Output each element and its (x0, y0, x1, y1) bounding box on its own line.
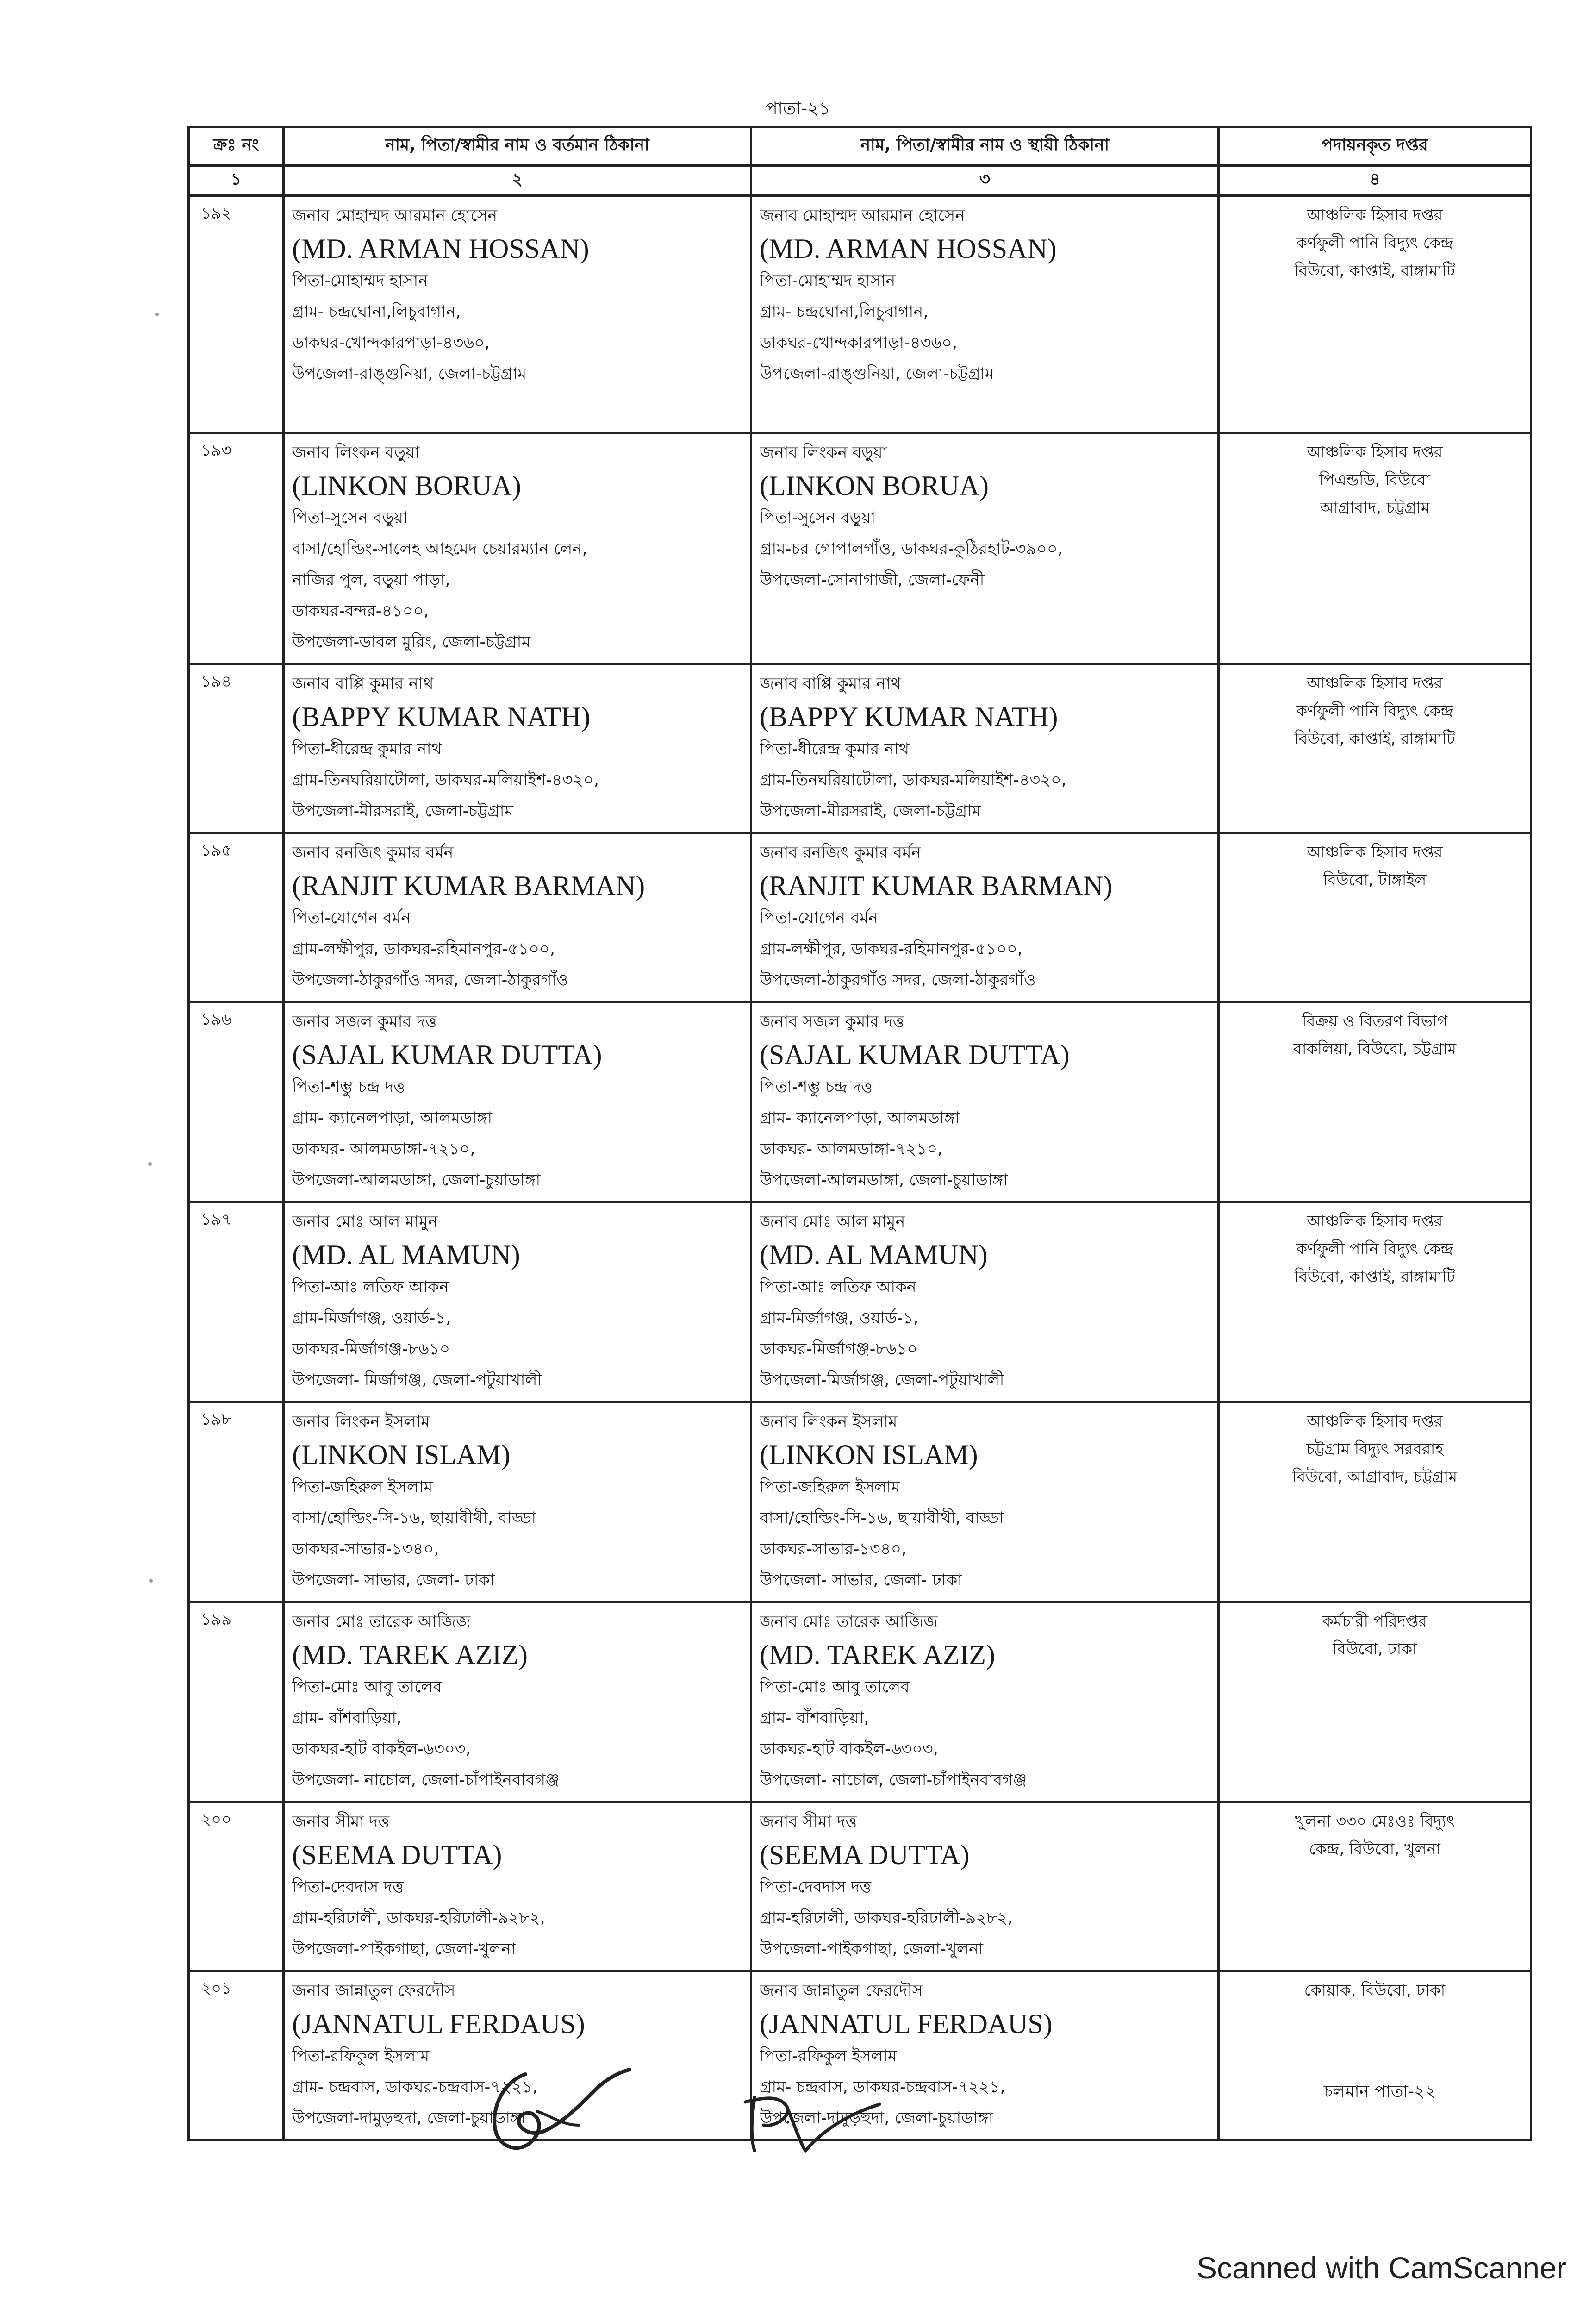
name-english: (LINKON BORUA) (760, 470, 989, 501)
scanner-watermark: Scanned with CamScanner (1197, 2251, 1567, 2285)
address-line: উপজেলা-সোনাগাজী, জেলা-ফেনী (760, 571, 985, 589)
header-serial: ক্রঃ নং (189, 127, 284, 166)
continued-page-note: চলমান পাতা-২২ (1324, 2082, 1436, 2101)
column-number-row (189, 166, 1531, 196)
permanent-address-cell (751, 196, 1219, 433)
name-bangla: জনাব জান্নাতুল ফেরদৌস (760, 1982, 923, 2000)
name-english: (BAPPY KUMAR NATH) (292, 701, 591, 732)
serial-number: ১৯৩ (189, 433, 284, 664)
office-line: কর্মচারী পরিদপ্তর (1322, 1612, 1428, 1631)
name-bangla: জনাব জান্নাতুল ফেরদৌস (292, 1982, 455, 2000)
permanent-address-cell (751, 1002, 1219, 1202)
address-line: উপজেলা-রাঙ্গুনিয়া, জেলা-চট্টগ্রাম (760, 365, 994, 383)
posting-office-cell (1219, 1002, 1531, 1202)
address-line: পিতা-জহিরুল ইসলাম (760, 1478, 900, 1496)
name-bangla: জনাব সজল কুমার দত্ত (760, 1013, 904, 1031)
permanent-address-cell (751, 1202, 1219, 1402)
address-line: উপজেলা- নাচোল, জেলা-চাঁপাইনবাবগঞ্জ (760, 1771, 1027, 1789)
address-line: পিতা-দেবদাস দত্ত (292, 1878, 404, 1896)
table-row (189, 833, 1531, 1002)
name-english: (RANJIT KUMAR BARMAN) (292, 870, 645, 901)
address-line: উপজেলা- মির্জাগঞ্জ, জেলা-পটুয়াখালী (292, 1371, 542, 1389)
present-address-cell (284, 833, 751, 1002)
name-english: (LINKON ISLAM) (760, 1439, 978, 1470)
column-number: ১ (189, 166, 284, 196)
name-bangla: জনাব মোহাম্মদ আরমান হোসেন (292, 206, 498, 225)
address-line: উপজেলা-ঠাকুরগাঁও সদর, জেলা-ঠাকুরগাঁও (292, 971, 568, 989)
address-line: উপজেলা-মির্জাগঞ্জ, জেলা-পটুয়াখালী (760, 1371, 1004, 1389)
name-english: (RANJIT KUMAR BARMAN) (760, 870, 1113, 901)
name-english: (SAJAL KUMAR DUTTA) (760, 1039, 1070, 1070)
office-line: পিএন্ডডি, বিউবো (1319, 471, 1430, 489)
address-line: গ্রাম-হরিঢালী, ডাকঘর-হরিঢালী-৯২৮২, (760, 1909, 1013, 1927)
address-line: পিতা-মোঃ আবু তালেব (292, 1678, 442, 1696)
address-line: গ্রাম-মির্জাগঞ্জ, ওয়ার্ড-১, (292, 1309, 451, 1327)
address-line: উপজেলা-মীরসরাই, জেলা-চট্টগ্রাম (292, 802, 514, 820)
posting-office-cell (1219, 1402, 1531, 1602)
office-line: আগ্রাবাদ, চট্টগ্রাম (1320, 499, 1430, 517)
office-line: বিউবো, ঢাকা (1333, 1640, 1417, 1658)
address-line: গ্রাম- বাঁশবাড়িয়া, (760, 1709, 869, 1727)
address-line: পিতা-ধীরেন্দ্র কুমার নাথ (292, 740, 442, 758)
name-bangla: জনাব বাপ্পি কুমার নাথ (760, 675, 901, 693)
permanent-address-cell (751, 1802, 1219, 1971)
address-line: গ্রাম- চন্দ্রঘোনা,লিচুবাগান, (292, 303, 461, 321)
office-line: আঞ্চলিক হিসাব দপ্তর (1307, 443, 1443, 462)
office-line: কোয়াক, বিউবো, ঢাকা (1304, 1981, 1446, 2000)
table-row (189, 1002, 1531, 1202)
address-line: পিতা-সুসেন বড়ুয়া (760, 509, 876, 527)
address-line: পিতা-রফিকুল ইসলাম (292, 2047, 430, 2065)
name-english: (MD. TAREK AZIZ) (292, 1639, 528, 1670)
serial-number: ১৯৯ (189, 1602, 284, 1802)
office-line: বিউবো, কাপ্তাই, রাঙ্গামাটি (1294, 730, 1455, 748)
office-line: চট্টগ্রাম বিদ্যুৎ সরবরাহ (1306, 1440, 1444, 1458)
signature-2 (736, 2070, 889, 2162)
table-row (189, 196, 1531, 433)
address-line: ডাকঘর-হাট বাকইল-৬৩০৩, (760, 1740, 938, 1758)
name-bangla: জনাব রনজিৎ কুমার বর্মন (292, 844, 454, 862)
name-english: (LINKON ISLAM) (292, 1439, 511, 1470)
address-line: গ্রাম-চর গোপালগাঁও, ডাকঘর-কুঠিরহাট-৩৯০০, (760, 540, 1063, 558)
address-line: পিতা-আঃ লতিফ আকন (292, 1278, 449, 1296)
name-english: (SEEMA DUTTA) (760, 1839, 970, 1870)
address-line: গ্রাম- ক্যানেলপাড়া, আলমডাঙ্গা (292, 1109, 493, 1127)
table-row (189, 1802, 1531, 1971)
address-line: ডাকঘর-খোন্দকারপাড়া-৪৩৬০, (292, 334, 490, 352)
name-bangla: জনাব সীমা দত্ত (292, 1813, 390, 1831)
table-row (189, 433, 1531, 664)
name-english: (JANNATUL FERDAUS) (760, 2008, 1053, 2039)
office-line: বাকলিয়া, বিউবো, চট্টগ্রাম (1293, 1040, 1457, 1058)
address-line: গ্রাম- বাঁশবাড়িয়া, (292, 1709, 402, 1727)
address-line: গ্রাম- চন্দ্রবাস, ডাকঘর-চন্দ্রবাস-৭২২১, (760, 2078, 1005, 2096)
posting-office-cell (1219, 664, 1531, 833)
name-bangla: জনাব লিংকন ইসলাম (760, 1413, 898, 1431)
permanent-address-cell (751, 1602, 1219, 1802)
name-english: (SEEMA DUTTA) (292, 1839, 502, 1870)
office-line: আঞ্চলিক হিসাব দপ্তর (1307, 674, 1443, 693)
serial-number: ১৯৮ (189, 1402, 284, 1602)
office-line: আঞ্চলিক হিসাব দপ্তর (1307, 1412, 1443, 1431)
present-address-cell (284, 664, 751, 833)
office-line: কেন্দ্র, বিউবো, খুলনা (1309, 1840, 1440, 1858)
name-bangla: জনাব বাপ্পি কুমার নাথ (292, 675, 434, 693)
present-address-cell (284, 196, 751, 433)
office-line: কর্ণফুলী পানি বিদ্যুৎ কেন্দ্র (1296, 234, 1453, 252)
address-line: উপজেলা-দামুড়হুদা, জেলা-চুয়াডাঙ্গা (292, 2109, 526, 2127)
serial-number: ২০১ (189, 1971, 284, 2140)
address-line: উপজেলা-পাইকগাছা, জেলা-খুলনা (760, 1940, 984, 1958)
office-line: বিক্রয় ও বিতরণ বিভাগ (1302, 1012, 1448, 1031)
posting-table (187, 126, 1532, 2141)
address-line: ডাকঘর-খোন্দকারপাড়া-৪৩৬০, (760, 334, 957, 352)
office-line: বিউবো, কাপ্তাই, রাঙ্গামাটি (1294, 262, 1455, 280)
posting-office-cell (1219, 196, 1531, 433)
name-english: (JANNATUL FERDAUS) (292, 2008, 585, 2039)
present-address-cell (284, 1202, 751, 1402)
address-line: ডাকঘর-মির্জাগঞ্জ-৮৬১০ (292, 1340, 450, 1358)
serial-number: ২০০ (189, 1802, 284, 1971)
address-line: উপজেলা-রাঙ্গুনিয়া, জেলা-চট্টগ্রাম (292, 365, 527, 383)
address-line: উপজেলা-পাইকগাছা, জেলা-খুলনা (292, 1940, 516, 1958)
posting-office-cell (1219, 433, 1531, 664)
address-line: উপজেলা-দামুড়হুদা, জেলা-চুয়াডাঙ্গা (760, 2109, 993, 2127)
address-line: গ্রাম- চন্দ্রবাস, ডাকঘর-চন্দ্রবাস-৭২২১, (292, 2078, 538, 2096)
address-line: পিতা-যোগেন বর্মন (292, 909, 411, 927)
address-line: গ্রাম-লক্ষীপুর, ডাকঘর-রহিমানপুর-৫১০০, (292, 940, 555, 958)
address-line: পিতা-আঃ লতিফ আকন (760, 1278, 916, 1296)
address-line: পিতা-রফিকুল ইসলাম (760, 2047, 897, 2065)
name-bangla: জনাব সীমা দত্ত (760, 1813, 857, 1831)
name-english: (BAPPY KUMAR NATH) (760, 701, 1058, 732)
present-address-cell (284, 433, 751, 664)
office-line: খুলনা ৩৩০ মেঃওঃ বিদ্যুৎ (1295, 1812, 1455, 1831)
address-line: ডাকঘর-বন্দর-৪১০০, (292, 602, 429, 620)
address-line: গ্রাম-লক্ষীপুর, ডাকঘর-রহিমানপুর-৫১০০, (760, 940, 1022, 958)
address-line: পিতা-মোঃ আবু তালেব (760, 1678, 910, 1696)
address-line: পিতা-ধীরেন্দ্র কুমার নাথ (760, 740, 910, 758)
address-line: উপজেলা-আলমডাঙ্গা, জেলা-চুয়াডাঙ্গা (292, 1171, 541, 1189)
office-line: আঞ্চলিক হিসাব দপ্তর (1307, 843, 1443, 862)
posting-office-cell (1219, 1602, 1531, 1802)
table-header-row (189, 127, 1531, 166)
name-english: (MD. AL MAMUN) (292, 1239, 520, 1270)
posting-office-cell (1219, 833, 1531, 1002)
name-bangla: জনাব সজল কুমার দত্ত (292, 1013, 437, 1031)
name-bangla: জনাব রনজিৎ কুমার বর্মন (760, 844, 921, 862)
address-line: বাসা/হোল্ডিং-সি-১৬, ছায়াবীথী, বাড্ডা (760, 1509, 1004, 1527)
name-english: (MD. TAREK AZIZ) (760, 1639, 996, 1670)
page-number: পাতা-২১ (766, 98, 830, 119)
posting-office-cell (1219, 1802, 1531, 1971)
serial-number: ১৯৫ (189, 833, 284, 1002)
address-line: উপজেলা-মীরসরাই, জেলা-চট্টগ্রাম (760, 802, 981, 820)
address-line: গ্রাম- ক্যানেলপাড়া, আলমডাঙ্গা (760, 1109, 960, 1127)
address-line: পিতা-জহিরুল ইসলাম (292, 1478, 433, 1496)
table-body (189, 196, 1531, 2140)
address-line: গ্রাম-মির্জাগঞ্জ, ওয়ার্ড-১, (760, 1309, 919, 1327)
table-row (189, 1202, 1531, 1402)
present-address-cell (284, 1002, 751, 1202)
present-address-cell (284, 1402, 751, 1602)
table-row (189, 1402, 1531, 1602)
posting-office-cell (1219, 1971, 1531, 2140)
address-line: ডাকঘর-সাভার-১৩৪০, (760, 1540, 907, 1558)
address-line: ডাকঘর-সাভার-১৩৪০, (292, 1540, 439, 1558)
office-line: কর্ণফুলী পানি বিদ্যুৎ কেন্দ্র (1296, 702, 1453, 720)
address-line: ডাকঘর- আলমডাঙ্গা-৭২১০, (760, 1140, 943, 1158)
address-line: বাসা/হোল্ডিং-সালেহ আহমেদ চেয়ারম্যান লেন, (292, 540, 587, 558)
address-line: পিতা-মোহাম্মদ হাসান (760, 272, 896, 290)
address-line: পিতা-যোগেন বর্মন (760, 909, 879, 927)
address-line: পিতা-শম্ভু চন্দ্র দত্ত (760, 1078, 873, 1096)
serial-number: ১৯৬ (189, 1002, 284, 1202)
name-bangla: জনাব মোঃ আল মামুন (760, 1213, 905, 1231)
name-english: (LINKON BORUA) (292, 470, 521, 501)
name-bangla: জনাব লিংকন বড়ুয়া (760, 444, 887, 462)
name-english: (MD. AL MAMUN) (760, 1239, 988, 1270)
address-line: গ্রাম- চন্দ্রঘোনা,লিচুবাগান, (760, 303, 929, 321)
address-line: উপজেলা- নাচোল, জেলা-চাঁপাইনবাবগঞ্জ (292, 1771, 560, 1789)
column-number: ৩ (751, 166, 1219, 196)
present-address-cell (284, 1802, 751, 1971)
address-line: ডাকঘর-হাট বাকইল-৬৩০৩, (292, 1740, 471, 1758)
address-line: পিতা-শম্ভু চন্দ্র দত্ত (292, 1078, 405, 1096)
permanent-address-cell (751, 433, 1219, 664)
present-address-cell (284, 1602, 751, 1802)
name-bangla: জনাব মোঃ আল মামুন (292, 1213, 438, 1231)
name-english: (MD. ARMAN HOSSAN) (760, 233, 1057, 264)
address-line: ডাকঘর- আলমডাঙ্গা-৭২১০, (292, 1140, 475, 1158)
margin-mark (149, 1579, 153, 1583)
address-line: পিতা-সুসেন বড়ুয়া (292, 509, 408, 527)
serial-number: ১৯২ (189, 196, 284, 433)
signature-1 (481, 2056, 634, 2162)
address-line: পিতা-মোহাম্মদ হাসান (292, 272, 428, 290)
table-row (189, 664, 1531, 833)
office-line: কর্ণফুলী পানি বিদ্যুৎ কেন্দ্র (1296, 1240, 1453, 1258)
name-english: (SAJAL KUMAR DUTTA) (292, 1039, 602, 1070)
address-line: উপজেলা-ডাবল মুরিং, জেলা-চট্টগ্রাম (292, 633, 531, 651)
margin-mark (155, 313, 159, 316)
header-permanent-address: নাম, পিতা/স্বামীর নাম ও স্থায়ী ঠিকানা (751, 127, 1219, 166)
serial-number: ১৯৭ (189, 1202, 284, 1402)
address-line: নাজির পুল, বড়ুয়া পাড়া, (292, 571, 450, 589)
address-line: পিতা-দেবদাস দত্ত (760, 1878, 872, 1896)
posting-office-cell (1219, 1202, 1531, 1402)
office-line: বিউবো, আগ্রাবাদ, চট্টগ্রাম (1292, 1468, 1458, 1486)
office-line: বিউবো, কাপ্তাই, রাঙ্গামাটি (1294, 1268, 1455, 1286)
address-line: উপজেলা-ঠাকুরগাঁও সদর, জেলা-ঠাকুরগাঁও (760, 971, 1036, 989)
office-line: আঞ্চলিক হিসাব দপ্তর (1307, 1212, 1443, 1231)
name-bangla: জনাব মোঃ তারেক আজিজ (292, 1613, 471, 1631)
name-bangla: জনাব মোহাম্মদ আরমান হোসেন (760, 206, 965, 225)
header-present-address: নাম, পিতা/স্বামীর নাম ও বর্তমান ঠিকানা (284, 127, 751, 166)
permanent-address-cell (751, 664, 1219, 833)
address-line: গ্রাম-হরিঢালী, ডাকঘর-হরিঢালী-৯২৮২, (292, 1909, 545, 1927)
office-line: আঞ্চলিক হিসাব দপ্তর (1307, 206, 1443, 225)
header-posting-office: পদায়নকৃত দপ্তর (1219, 127, 1531, 166)
address-line: উপজেলা-আলমডাঙ্গা, জেলা-চুয়াডাঙ্গা (760, 1171, 1008, 1189)
column-number: ২ (284, 166, 751, 196)
office-line: বিউবো, টাঙ্গাইল (1323, 871, 1427, 889)
name-bangla: জনাব লিংকন বড়ুয়া (292, 444, 420, 462)
permanent-address-cell (751, 1402, 1219, 1602)
address-line: উপজেলা- সাভার, জেলা- ঢাকা (760, 1571, 962, 1589)
address-line: উপজেলা- সাভার, জেলা- ঢাকা (292, 1571, 495, 1589)
address-line: বাসা/হোল্ডিং-সি-১৬, ছায়াবীথী, বাড্ডা (292, 1509, 536, 1527)
name-bangla: জনাব মোঃ তারেক আজিজ (760, 1613, 938, 1631)
table-row (189, 1602, 1531, 1802)
margin-mark (148, 1162, 152, 1166)
permanent-address-cell (751, 833, 1219, 1002)
name-english: (MD. ARMAN HOSSAN) (292, 233, 589, 264)
serial-number: ১৯৪ (189, 664, 284, 833)
name-bangla: জনাব লিংকন ইসলাম (292, 1413, 430, 1431)
address-line: গ্রাম-তিনঘরিয়াটোলা, ডাকঘর-মলিয়াইশ-৪৩২০, (760, 771, 1066, 789)
address-line: ডাকঘর-মির্জাগঞ্জ-৮৬১০ (760, 1340, 918, 1358)
address-line: গ্রাম-তিনঘরিয়াটোলা, ডাকঘর-মলিয়াইশ-৪৩২০, (292, 771, 599, 789)
column-number: ৪ (1219, 166, 1531, 196)
